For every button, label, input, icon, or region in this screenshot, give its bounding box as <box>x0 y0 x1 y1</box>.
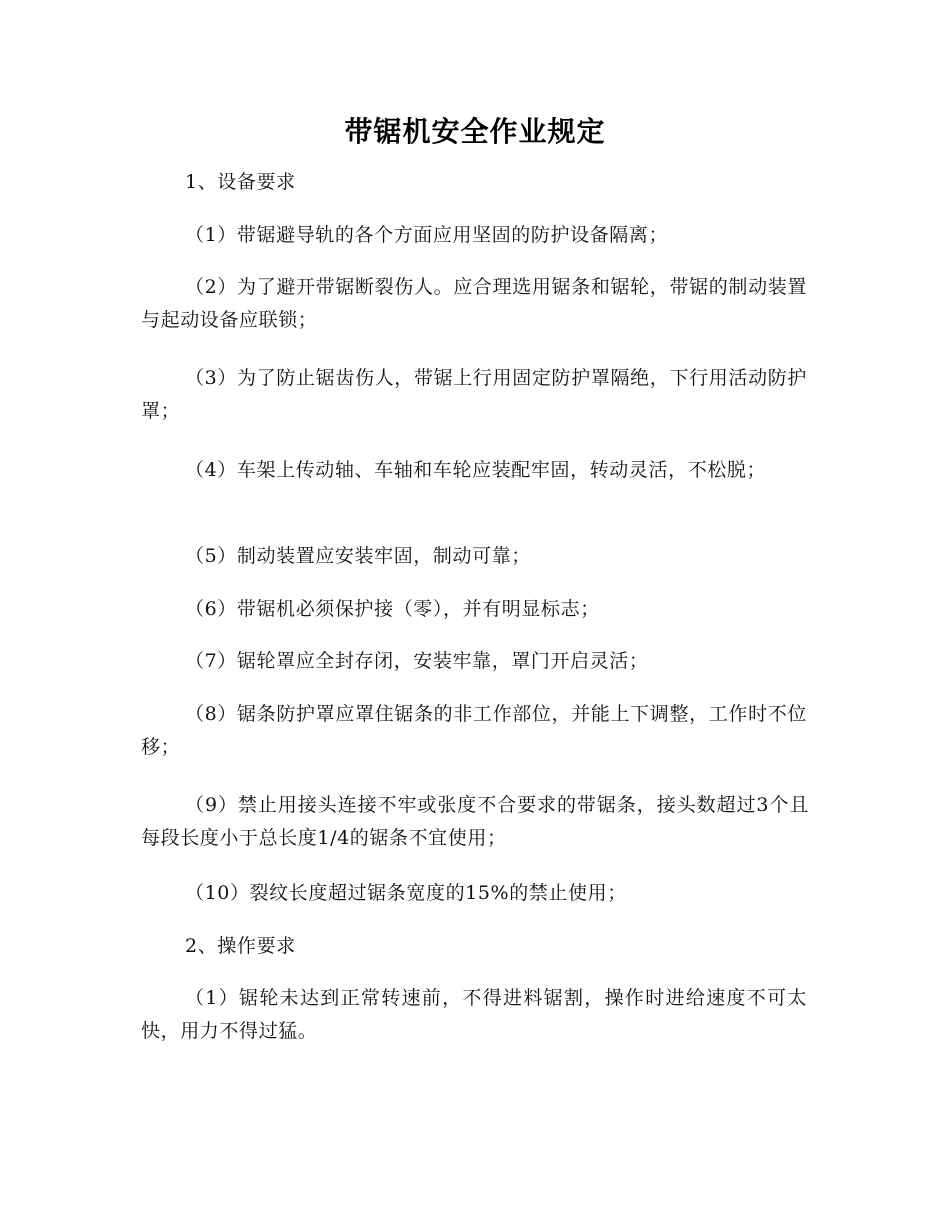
paragraph-item-10: （10）裂纹长度超过锯条宽度的15%的禁止使用； <box>185 882 627 904</box>
paragraph-item-4: （4）车架上传动轴、车轴和车轮应装配牢固，转动灵活，不松脱； <box>185 459 767 481</box>
paragraph-item-8: （8）锯条防护罩应罩住锯条的非工作部位，并能上下调整，工作时不位移； <box>141 703 807 758</box>
paragraph-item-9: （9）禁止用接头连接不牢或张度不合要求的带锯条，接头数超过3个且每段长度小于总长度1/4的锯条不宜使用； <box>141 794 809 849</box>
paragraph-item-1: （1）带锯避导轨的各个方面应用坚固的防护设备隔离； <box>185 224 669 246</box>
section-heading-equipment: 1、设备要求 <box>185 171 296 193</box>
paragraph-item-5: （5）制动装置应安装牢固，制动可靠； <box>185 545 531 567</box>
paragraph-item-2: （2）为了避开带锯断裂伤人。应合理选用锯条和锯轮，带锯的制动装置与起动设备应联锁； <box>141 276 807 331</box>
paragraph-item-6: （6）带锯机必须保护接（零），并有明显标志； <box>185 598 600 620</box>
paragraph-item-7: （7）锯轮罩应全封存闭，安装牢靠，罩门开启灵活； <box>185 650 649 672</box>
paragraph-item-3: （3）为了防止锯齿伤人，带锯上行用固定防护罩隔绝，下行用活动防护罩； <box>141 367 807 422</box>
document-title: 带锯机安全作业规定 <box>344 115 606 148</box>
section-heading-operation: 2、操作要求 <box>185 935 296 957</box>
paragraph-operation-item-1: （1）锯轮未达到正常转速前，不得进料锯割，操作时进给速度不可太快，用力不得过猛。 <box>141 987 807 1042</box>
